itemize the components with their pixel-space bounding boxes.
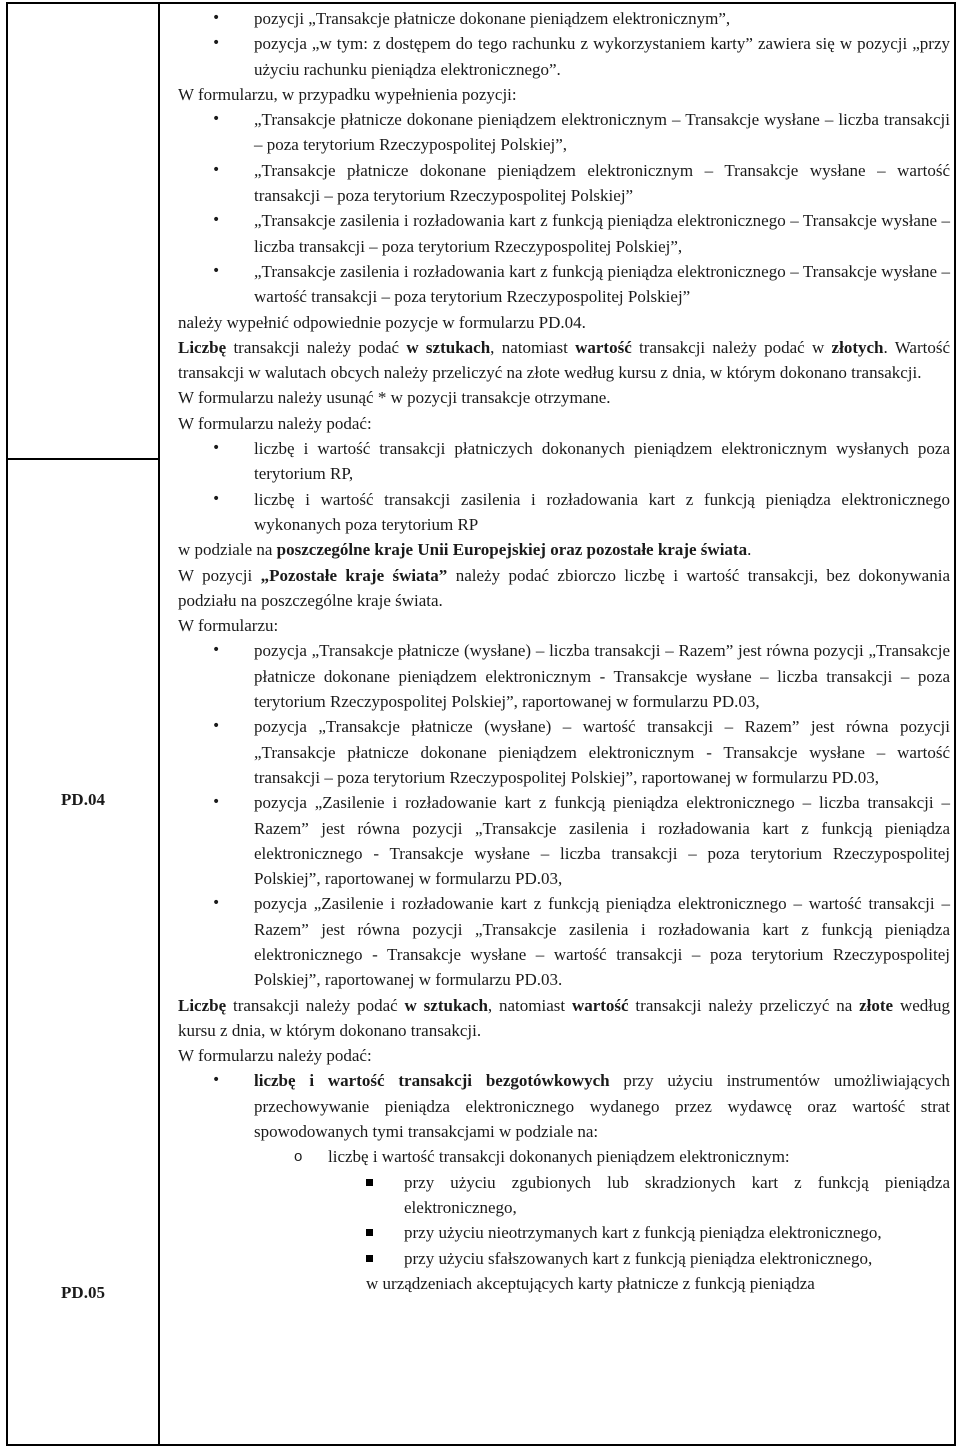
bold-text: w sztukach xyxy=(406,337,491,357)
bold-text: liczbę i wartość transakcji bezgotówkowych xyxy=(254,1071,610,1091)
instructions-text xyxy=(178,6,950,1296)
list-item: • pozycja „Transakcje płatnicze (wysłane) – liczba transakcji – Razem” jest równa pozycji „Transakcje płatnicze dokonane pieniądzem elektronicznym - Transakcje wysłane – liczba transakcji – poza terytorium Rzeczypospolitej Polskiej”, raportowanej w formularzu PD.03, xyxy=(178,638,950,714)
bold-text: w sztukach xyxy=(404,995,488,1015)
form-code-pd05: PD.05 xyxy=(61,1283,105,1302)
list-item: • liczbę i wartość transakcji płatniczych dokonanych pieniądzem elektronicznym wysłanych poza terytorium RP, xyxy=(178,436,950,487)
text: W pozycji xyxy=(178,565,261,585)
paragraph xyxy=(178,563,950,614)
row-divider xyxy=(6,458,160,460)
instructions-table xyxy=(6,2,956,1446)
table-border-bottom xyxy=(6,1444,956,1446)
table-border-left xyxy=(6,2,8,1446)
paragraph: należy wypełnić odpowiednie pozycje w formularzu PD.04. xyxy=(178,312,586,332)
indented-line: w urządzeniach akceptujących karty płatnicze z funkcją pieniądza xyxy=(366,1273,815,1293)
form-code-pd04: PD.04 xyxy=(61,790,105,809)
bold-text: złotych xyxy=(831,337,884,357)
text: . Wartość transakcji w walutach obcych należy przeliczyć na złote według kursu z dnia, w którym dokonano transakcji. xyxy=(178,337,950,383)
bold-text: Liczbę xyxy=(178,337,227,357)
text: . xyxy=(747,540,752,560)
text: należy podać zbiorczo liczbę i wartość transakcji, bez dokonywania podziału na poszczególne kraje świata. xyxy=(178,565,950,610)
list-item: • „Transakcje płatnicze dokonane pieniądzem elektronicznym – Transakcje wysłane – wartość transakcji – poza terytorium Rzeczypospolitej Polskiej” xyxy=(178,158,950,209)
square-list-item: przy użyciu sfałszowanych kart z funkcją pieniądza elektronicznego, xyxy=(178,1246,950,1271)
text: transakcji należy podać xyxy=(226,337,407,357)
bold-text: wartość xyxy=(571,995,629,1015)
paragraph: W formularzu należy podać: xyxy=(178,413,372,433)
paragraph: W formularzu należy podać: xyxy=(178,1046,372,1066)
bold-text: Liczbę xyxy=(178,995,227,1015)
table-border-top xyxy=(6,2,956,4)
list-item: • pozycja „Zasilenie i rozładowanie kart z funkcją pieniądza elektronicznego – wartość transakcji – Razem” jest równa pozycji „Transakcje zasilenia i rozładowania kart z funkcją pieniądza elektronicznego - Transakcje wysłane – wartość transakcji – poza terytorium Rzeczypospolitej Polskiej”, raportowanej w formularzu PD.03. xyxy=(178,891,950,992)
list-item: • liczbę i wartość transakcji zasilenia i rozładowania kart z funkcją pieniądza elektronicznego wykonanych poza terytorium RP xyxy=(178,487,950,538)
paragraph xyxy=(178,993,950,1044)
list-item: • „Transakcje zasilenia i rozładowania kart z funkcją pieniądza elektronicznego – Transakcje wysłane – liczba transakcji – poza terytorium Rzeczypospolitej Polskiej”, xyxy=(178,208,950,259)
paragraph: W formularzu, w przypadku wypełnienia pozycji: xyxy=(178,84,517,104)
bold-text: „Pozostałe kraje świata” xyxy=(260,565,448,585)
table-border-right xyxy=(954,2,956,1446)
list-item: • pozycja „w tym: z dostępem do tego rachunku z wykorzystaniem karty” zawiera się w pozycji „przy użyciu rachunku pieniądza elektronicznego”. xyxy=(178,31,950,82)
paragraph xyxy=(178,537,950,562)
column-divider xyxy=(158,2,160,1446)
text: transakcji należy podać xyxy=(226,995,405,1015)
paragraph: W formularzu: xyxy=(178,616,279,636)
list-item: • „Transakcje zasilenia i rozładowania kart z funkcją pieniądza elektronicznego – Transakcje wysłane – wartość transakcji – poza terytorium Rzeczypospolitej Polskiej” xyxy=(178,259,950,310)
bold-text: wartość xyxy=(575,337,632,357)
list-item: • pozycji „Transakcje płatnicze dokonane pieniądzem elektronicznym”, xyxy=(178,6,950,31)
list-item: • pozycja „Transakcje płatnicze (wysłane) – wartość transakcji – Razem” jest równa pozycji „Transakcje płatnicze dokonane pieniądzem elektronicznym - Transakcje wysłane – wartość transakcji – poza terytorium Rzeczypospolitej Polskiej”, raportowanej w formularzu PD.03, xyxy=(178,714,950,790)
text: transakcji należy podać w xyxy=(631,337,832,357)
list-item xyxy=(178,1068,950,1144)
sub-list-item: o liczbę i wartość transakcji dokonanych pieniądzem elektronicznym: xyxy=(178,1144,950,1169)
text: transakcji należy przeliczyć na xyxy=(628,995,860,1015)
paragraph xyxy=(178,335,950,386)
text: , natomiast xyxy=(490,337,576,357)
text: w podziale na xyxy=(178,540,277,560)
text: , natomiast xyxy=(487,995,572,1015)
list-item: • „Transakcje płatnicze dokonane pieniądzem elektronicznym – Transakcje wysłane – liczba transakcji – poza terytorium Rzeczypospolitej Polskiej”, xyxy=(178,107,950,158)
text: przy użyciu instrumentów umożliwiających przechowywanie pieniądza elektronicznego wydanego przez wydawcę oraz wartość strat spowodowanych tymi transakcjami w podziale na: xyxy=(254,1071,950,1142)
square-list-item: przy użyciu nieotrzymanych kart z funkcją pieniądza elektronicznego, xyxy=(178,1220,950,1245)
list-item: • pozycja „Zasilenie i rozładowanie kart z funkcją pieniądza elektronicznego – liczba transakcji – Razem” jest równa pozycji „Transakcje zasilenia i rozładowania kart z funkcją pieniądza elektronicznego - Transakcje wysłane – liczba transakcji – poza terytorium Rzeczypospolitej Polskiej”, raportowanej w formularzu PD.03, xyxy=(178,790,950,891)
bold-text: poszczególne kraje Unii Europejskiej oraz pozostałe kraje świata xyxy=(276,540,748,560)
square-list-item: przy użyciu zgubionych lub skradzionych kart z funkcją pieniądza elektronicznego, xyxy=(178,1170,950,1221)
text: według kursu z dnia, w którym dokonano transakcji. xyxy=(178,995,950,1040)
paragraph: W formularzu należy usunąć * w pozycji transakcje otrzymane. xyxy=(178,388,611,408)
bold-text: złote xyxy=(859,995,894,1015)
